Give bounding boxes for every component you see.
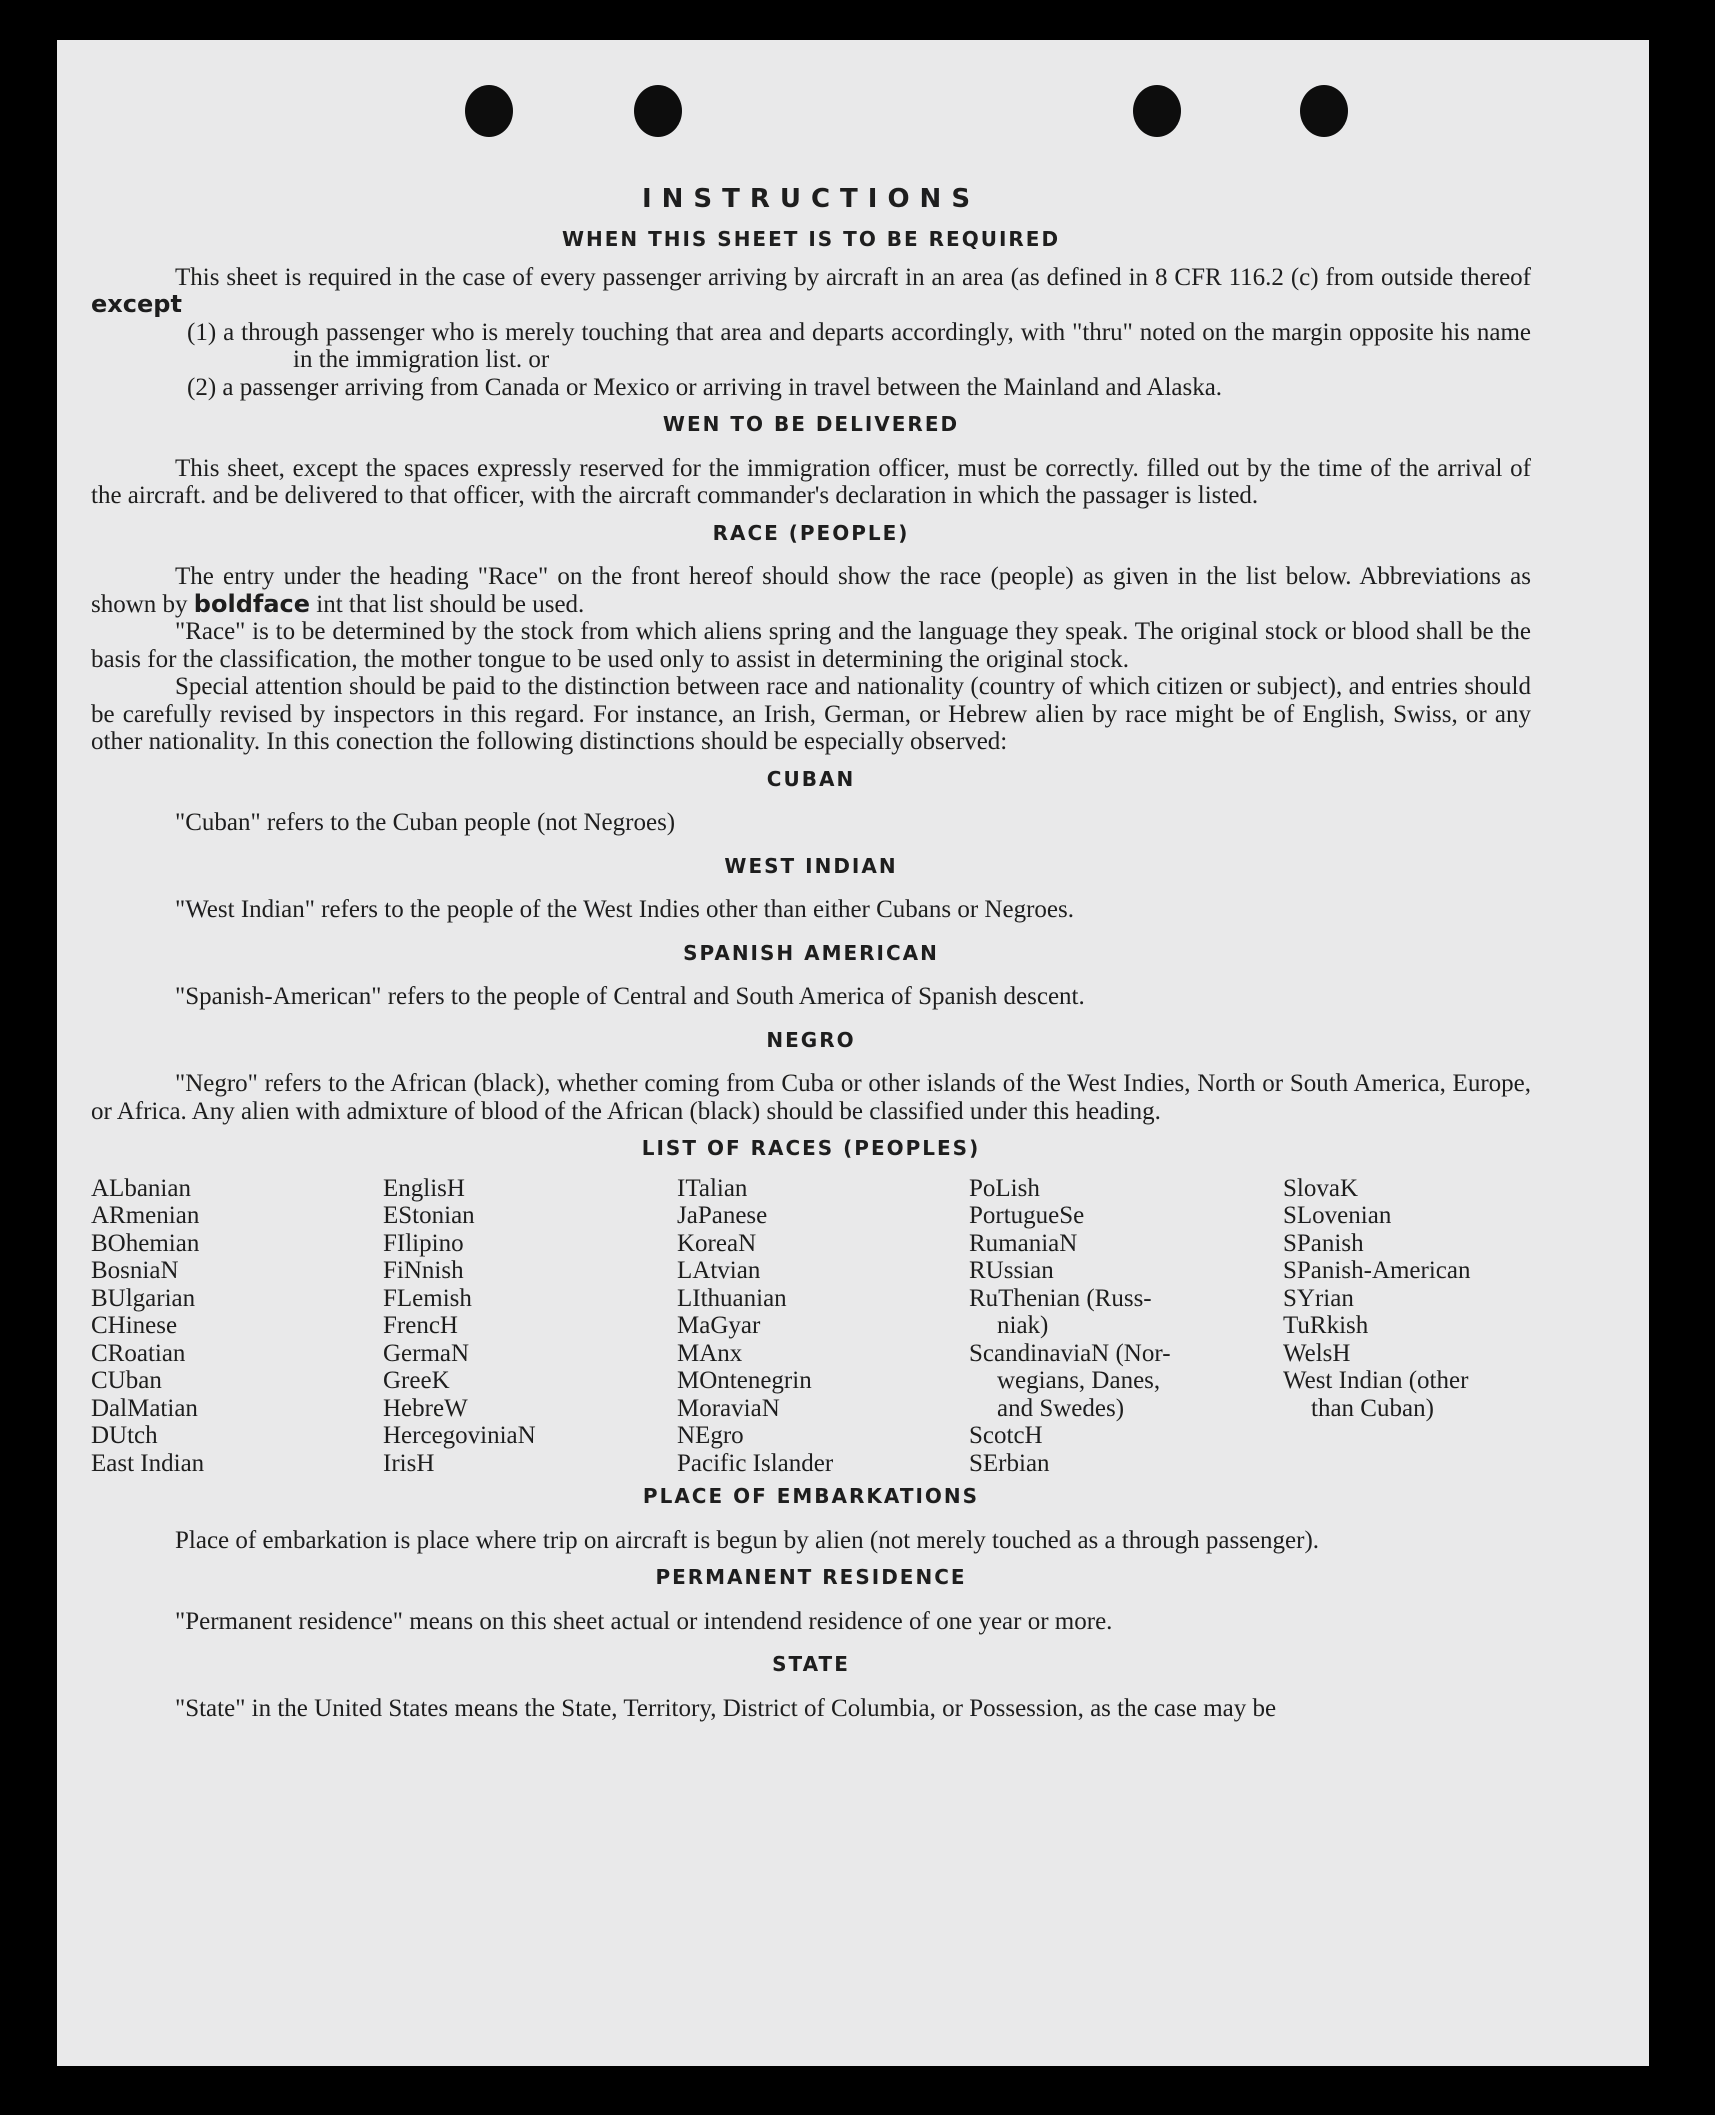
race-item: RumaniaN (969, 1229, 1078, 1257)
race-item: GermaN (383, 1339, 470, 1367)
race-item: RUssian (969, 1257, 1054, 1284)
race-item: West Indian (other (1283, 1367, 1469, 1394)
punch-hole (634, 85, 682, 137)
race-item: PortugueSe (969, 1202, 1085, 1229)
spanish-american-text: "Spanish-American" refers to the people of Central and South America of Spanish descent. (175, 983, 1085, 1010)
heading-embarkation: PLACE OF EMBARKATIONS (642, 1484, 980, 1508)
race-item: CUban (91, 1367, 162, 1394)
race-item: TuRkish (1283, 1312, 1369, 1339)
races-list (91, 1175, 1531, 1478)
race-item: DalMatian (91, 1394, 198, 1422)
when-required-text: This sheet is required in the case of every passenger arriving by aircraft in an area (as defined in 8 CFR 116.2 (c) from outside thereof except (91, 263, 1531, 318)
race-item: FiNnish (383, 1257, 464, 1284)
race-item: FrencH (383, 1312, 458, 1339)
when-delivered-text: This sheet, except the spaces expressly reserved for the immigration officer, must be correctly. filled out by the time of the arrival of the aircraft. and be delivered to that officer, with the aircraft commander's declaration in which the passager is listed. (91, 454, 1531, 509)
race-item: Pacific Islander (677, 1449, 834, 1477)
race-item: MoraviaN (677, 1394, 780, 1422)
race-item: wegians, Danes, (997, 1367, 1161, 1394)
page-title: INSTRUCTIONS (641, 184, 981, 214)
race-item: WelsH (1283, 1339, 1351, 1367)
race-item: FIlipino (383, 1229, 464, 1257)
race-item: CHinese (91, 1312, 178, 1339)
race-item: DUtch (91, 1422, 158, 1449)
exception-item-1: (1) a through passenger who is merely touching that area and departs accordingly, with "thru" noted on the margin opposite his name in the immigration list. or (187, 318, 1531, 373)
document-page (57, 40, 1649, 2066)
race-item: IrisH (383, 1449, 435, 1477)
race-item: NEgro (677, 1422, 744, 1449)
race-item: HebreW (383, 1394, 468, 1422)
race-item: RuThenian (Russ- (969, 1284, 1152, 1312)
races-column-2 (383, 1175, 677, 1478)
heading-spanish-american: SPANISH AMERICAN (683, 940, 939, 965)
race-paragraph-2: "Race" is to be determined by the stock from which aliens spring and the language they speak. The original stock or blood shall be the basis for the classification, the mother tongue to be used only to assist in determining the original stock. (91, 618, 1531, 673)
race-item: BOhemian (91, 1229, 200, 1257)
heading-when-required: WHEN THIS SHEET IS TO BE REQUIRED (561, 227, 1061, 251)
race-paragraph-3: Special attention should be paid to the distinction between race and nationality (country of which citizen or subject), and entries should be carefully revised by inspectors in this regard. For instance, an Irish, German, or Hebrew alien by race might be of English, Swiss, or any other nationality. In this conection the following distinctions should be especially observed: (91, 673, 1531, 755)
race-item: niak) (997, 1312, 1049, 1339)
state-text: "State" in the United States means the State, Territory, District of Columbia, or Possession, as the case may be (175, 1694, 1277, 1722)
instructions-content (91, 182, 1531, 1722)
heading-list-of-races: LIST OF RACES (PEOPLES) (641, 1136, 981, 1160)
race-item: PoLish (969, 1174, 1040, 1202)
races-column-3 (677, 1175, 969, 1478)
race-item: LAtvian (677, 1257, 761, 1284)
race-item: CRoatian (91, 1339, 186, 1367)
race-item: SlovaK (1283, 1174, 1358, 1202)
races-column-1 (91, 1175, 383, 1478)
race-item: ARmenian (91, 1202, 200, 1229)
race-item: than Cuban) (1311, 1394, 1434, 1422)
race-item: MaGyar (677, 1312, 761, 1339)
negro-text: "Negro" refers to the African (black), whether coming from Cuba or other islands of the West Indies, North or South America, Europe, or Africa. Any alien with admixture of blood of the African (black) should be classified under this heading. (91, 1070, 1531, 1125)
heading-negro: NEGRO (766, 1027, 856, 1052)
races-column-4 (969, 1175, 1283, 1478)
race-item: HercegoviniaN (383, 1422, 536, 1449)
race-item: SYrian (1283, 1284, 1354, 1312)
race-item: GreeK (383, 1367, 450, 1394)
race-item: ALbanian (91, 1174, 191, 1202)
exception-item-2: (2) a passenger arriving from Canada or Mexico or arriving in travel between the Mainland and Alaska. (187, 373, 1223, 401)
race-item: EStonian (383, 1202, 475, 1229)
race-item: KoreaN (677, 1229, 757, 1257)
embarkation-text: Place of embarkation is place where trip on aircraft is begun by alien (not merely touched as a through passenger). (175, 1526, 1320, 1554)
race-item: ScandinaviaN (Nor- (969, 1339, 1171, 1367)
boldface-emphasis: boldface (193, 589, 311, 618)
race-paragraph-1: The entry under the heading "Race" on the front hereof should show the race (people) as given in the list below. Abbreviations as shown by boldface int that list should be used. (91, 563, 1531, 618)
races-column-5 (1283, 1175, 1531, 1478)
race-item: SPanish-American (1283, 1257, 1471, 1284)
west-indian-text: "West Indian" refers to the people of the West Indies other than either Cubans or Negroes. (175, 896, 1074, 923)
heading-when-delivered: WEN TO BE DELIVERED (662, 412, 960, 436)
heading-cuban: CUBAN (766, 766, 856, 791)
except-emphasis: except (91, 290, 182, 318)
race-item: SErbian (969, 1449, 1050, 1477)
race-item: BosniaN (91, 1257, 179, 1284)
punch-hole (1133, 85, 1181, 137)
race-item: ITalian (677, 1174, 748, 1202)
race-item: FLemish (383, 1284, 472, 1312)
race-item: SPanish (1283, 1229, 1364, 1257)
race-item: East Indian (91, 1449, 205, 1477)
race-item: SLovenian (1283, 1202, 1392, 1229)
residence-text: "Permanent residence" means on this sheet actual or intendend residence of one year or more. (175, 1607, 1113, 1635)
race-item: and Swedes) (997, 1394, 1125, 1422)
cuban-text: "Cuban" refers to the Cuban people (not Negroes) (175, 809, 676, 836)
race-item: EnglisH (383, 1174, 465, 1202)
race-item: MAnx (677, 1339, 743, 1367)
heading-race: RACE (PEOPLE) (712, 520, 910, 545)
race-item: JaPanese (677, 1202, 768, 1229)
race-item: BUlgarian (91, 1284, 196, 1312)
heading-state: STATE (772, 1652, 850, 1676)
punch-hole (1300, 85, 1348, 137)
punch-hole (465, 85, 513, 137)
race-item: MOntenegrin (677, 1367, 812, 1394)
race-item: ScotcH (969, 1422, 1043, 1449)
heading-west-indian: WEST INDIAN (724, 853, 898, 878)
heading-permanent-residence: PERMANENT RESIDENCE (655, 1565, 967, 1589)
race-item: LIthuanian (677, 1284, 787, 1312)
